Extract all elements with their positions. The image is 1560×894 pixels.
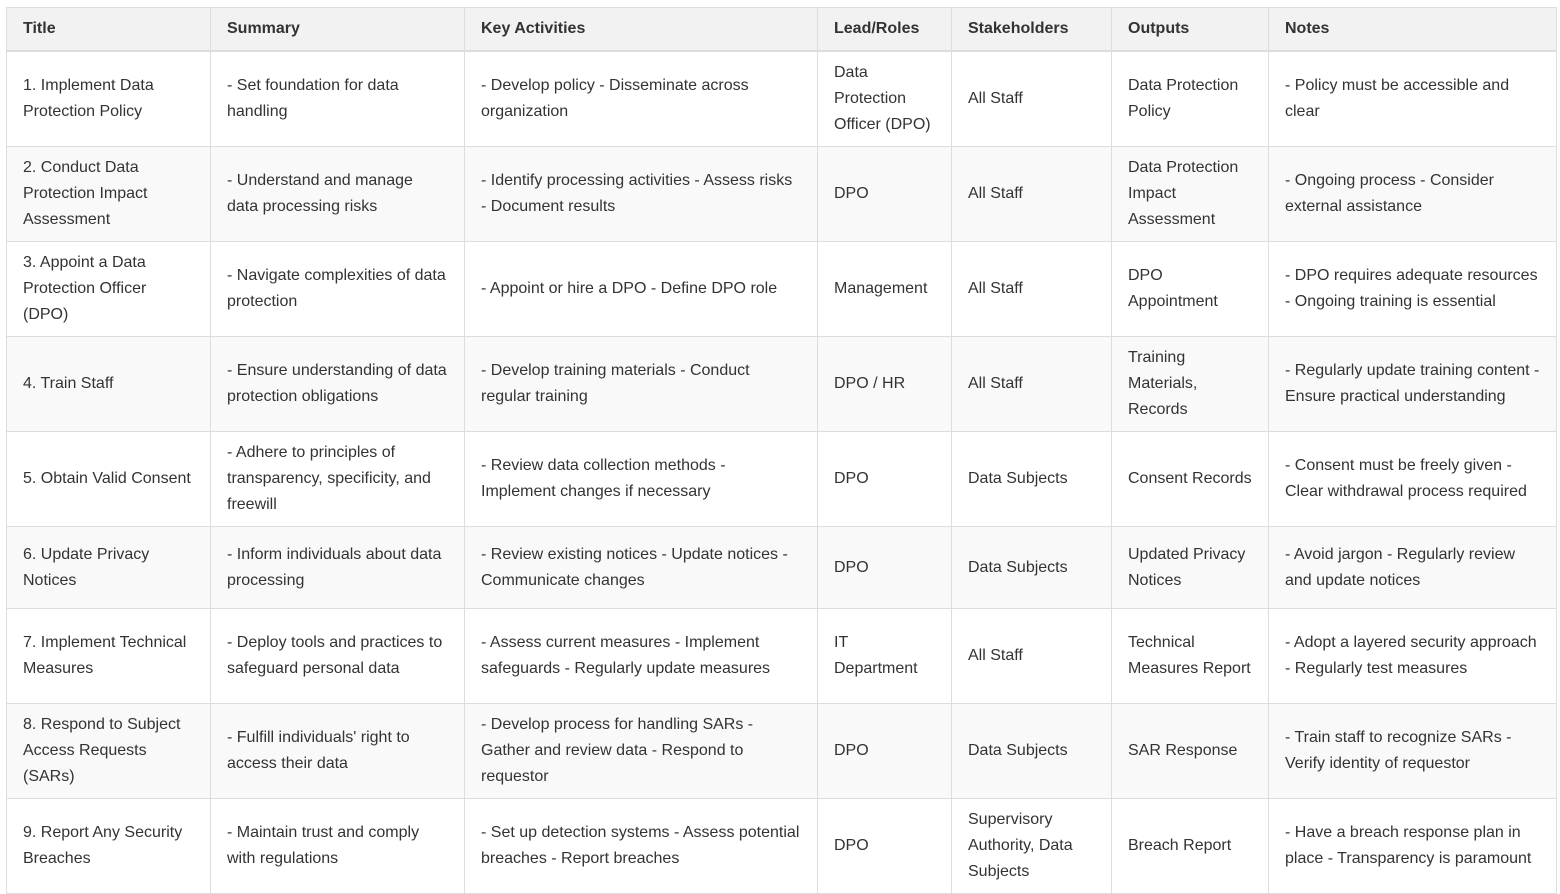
cell-title: 5. Obtain Valid Consent bbox=[7, 432, 211, 527]
cell-summary: - Set foundation for data handling bbox=[211, 51, 465, 147]
column-header-lead-roles: Lead/Roles bbox=[818, 8, 952, 52]
cell-key-activities: - Set up detection systems - Assess potential breaches - Report breaches bbox=[465, 799, 818, 894]
table-header bbox=[7, 8, 1557, 52]
cell-key-activities: - Identify processing activities - Assess risks - Document results bbox=[465, 147, 818, 242]
cell-notes: - Regularly update training content - Ensure practical understanding bbox=[1269, 337, 1557, 432]
table-row bbox=[7, 527, 1557, 609]
cell-key-activities: - Review existing notices - Update notices - Communicate changes bbox=[465, 527, 818, 609]
column-header-outputs: Outputs bbox=[1112, 8, 1269, 52]
cell-lead-roles: DPO / HR bbox=[818, 337, 952, 432]
cell-notes: - Adopt a layered security approach - Regularly test measures bbox=[1269, 609, 1557, 704]
column-header-summary: Summary bbox=[211, 8, 465, 52]
cell-lead-roles: DPO bbox=[818, 432, 952, 527]
cell-summary: - Maintain trust and comply with regulations bbox=[211, 799, 465, 894]
cell-key-activities: - Assess current measures - Implement safeguards - Regularly update measures bbox=[465, 609, 818, 704]
cell-outputs: SAR Response bbox=[1112, 704, 1269, 799]
cell-outputs: DPO Appointment bbox=[1112, 242, 1269, 337]
cell-notes: - DPO requires adequate resources - Ongoing training is essential bbox=[1269, 242, 1557, 337]
gdpr-steps-table bbox=[6, 7, 1557, 894]
table-row bbox=[7, 147, 1557, 242]
cell-title: 4. Train Staff bbox=[7, 337, 211, 432]
cell-stakeholders: Supervisory Authority, Data Subjects bbox=[952, 799, 1112, 894]
cell-lead-roles: DPO bbox=[818, 527, 952, 609]
cell-lead-roles: IT Department bbox=[818, 609, 952, 704]
cell-stakeholders: All Staff bbox=[952, 242, 1112, 337]
cell-lead-roles: DPO bbox=[818, 147, 952, 242]
cell-key-activities: - Develop policy - Disseminate across organization bbox=[465, 51, 818, 147]
cell-title: 7. Implement Technical Measures bbox=[7, 609, 211, 704]
cell-notes: - Have a breach response plan in place - Transparency is paramount bbox=[1269, 799, 1557, 894]
cell-lead-roles: Management bbox=[818, 242, 952, 337]
cell-stakeholders: All Staff bbox=[952, 609, 1112, 704]
cell-notes: - Policy must be accessible and clear bbox=[1269, 51, 1557, 147]
cell-summary: - Ensure understanding of data protection obligations bbox=[211, 337, 465, 432]
cell-summary: - Understand and manage data processing risks bbox=[211, 147, 465, 242]
column-header-title: Title bbox=[7, 8, 211, 52]
cell-outputs: Updated Privacy Notices bbox=[1112, 527, 1269, 609]
cell-title: 3. Appoint a Data Protection Officer (DPO) bbox=[7, 242, 211, 337]
table-row bbox=[7, 609, 1557, 704]
table-row bbox=[7, 432, 1557, 527]
cell-notes: - Train staff to recognize SARs - Verify identity of requestor bbox=[1269, 704, 1557, 799]
cell-key-activities: - Develop training materials - Conduct regular training bbox=[465, 337, 818, 432]
cell-key-activities: - Review data collection methods - Implement changes if necessary bbox=[465, 432, 818, 527]
cell-notes: - Ongoing process - Consider external assistance bbox=[1269, 147, 1557, 242]
column-header-key-activities: Key Activities bbox=[465, 8, 818, 52]
cell-notes: - Consent must be freely given - Clear withdrawal process required bbox=[1269, 432, 1557, 527]
cell-lead-roles: DPO bbox=[818, 799, 952, 894]
cell-summary: - Deploy tools and practices to safeguard personal data bbox=[211, 609, 465, 704]
cell-outputs: Data Protection Impact Assessment bbox=[1112, 147, 1269, 242]
column-header-stakeholders: Stakeholders bbox=[952, 8, 1112, 52]
cell-summary: - Fulfill individuals' right to access their data bbox=[211, 704, 465, 799]
table-row bbox=[7, 242, 1557, 337]
cell-lead-roles: DPO bbox=[818, 704, 952, 799]
cell-title: 2. Conduct Data Protection Impact Assessment bbox=[7, 147, 211, 242]
cell-stakeholders: All Staff bbox=[952, 51, 1112, 147]
cell-summary: - Adhere to principles of transparency, specificity, and freewill bbox=[211, 432, 465, 527]
cell-title: 8. Respond to Subject Access Requests (SARs) bbox=[7, 704, 211, 799]
gdpr-steps-table-wrapper bbox=[6, 7, 1556, 894]
cell-summary: - Inform individuals about data processing bbox=[211, 527, 465, 609]
table-row bbox=[7, 337, 1557, 432]
cell-key-activities: - Develop process for handling SARs - Gather and review data - Respond to requestor bbox=[465, 704, 818, 799]
cell-key-activities: - Appoint or hire a DPO - Define DPO role bbox=[465, 242, 818, 337]
cell-title: 9. Report Any Security Breaches bbox=[7, 799, 211, 894]
table-row bbox=[7, 51, 1557, 147]
cell-outputs: Data Protection Policy bbox=[1112, 51, 1269, 147]
cell-outputs: Breach Report bbox=[1112, 799, 1269, 894]
cell-stakeholders: Data Subjects bbox=[952, 704, 1112, 799]
cell-lead-roles: Data Protection Officer (DPO) bbox=[818, 51, 952, 147]
cell-title: 6. Update Privacy Notices bbox=[7, 527, 211, 609]
cell-stakeholders: All Staff bbox=[952, 147, 1112, 242]
table-row bbox=[7, 799, 1557, 894]
cell-outputs: Consent Records bbox=[1112, 432, 1269, 527]
header-row bbox=[7, 8, 1557, 52]
cell-stakeholders: Data Subjects bbox=[952, 527, 1112, 609]
cell-outputs: Technical Measures Report bbox=[1112, 609, 1269, 704]
table-body bbox=[7, 51, 1557, 894]
table-row bbox=[7, 704, 1557, 799]
cell-notes: - Avoid jargon - Regularly review and update notices bbox=[1269, 527, 1557, 609]
column-header-notes: Notes bbox=[1269, 8, 1557, 52]
cell-stakeholders: All Staff bbox=[952, 337, 1112, 432]
cell-outputs: Training Materials, Records bbox=[1112, 337, 1269, 432]
cell-stakeholders: Data Subjects bbox=[952, 432, 1112, 527]
cell-summary: - Navigate complexities of data protection bbox=[211, 242, 465, 337]
cell-title: 1. Implement Data Protection Policy bbox=[7, 51, 211, 147]
